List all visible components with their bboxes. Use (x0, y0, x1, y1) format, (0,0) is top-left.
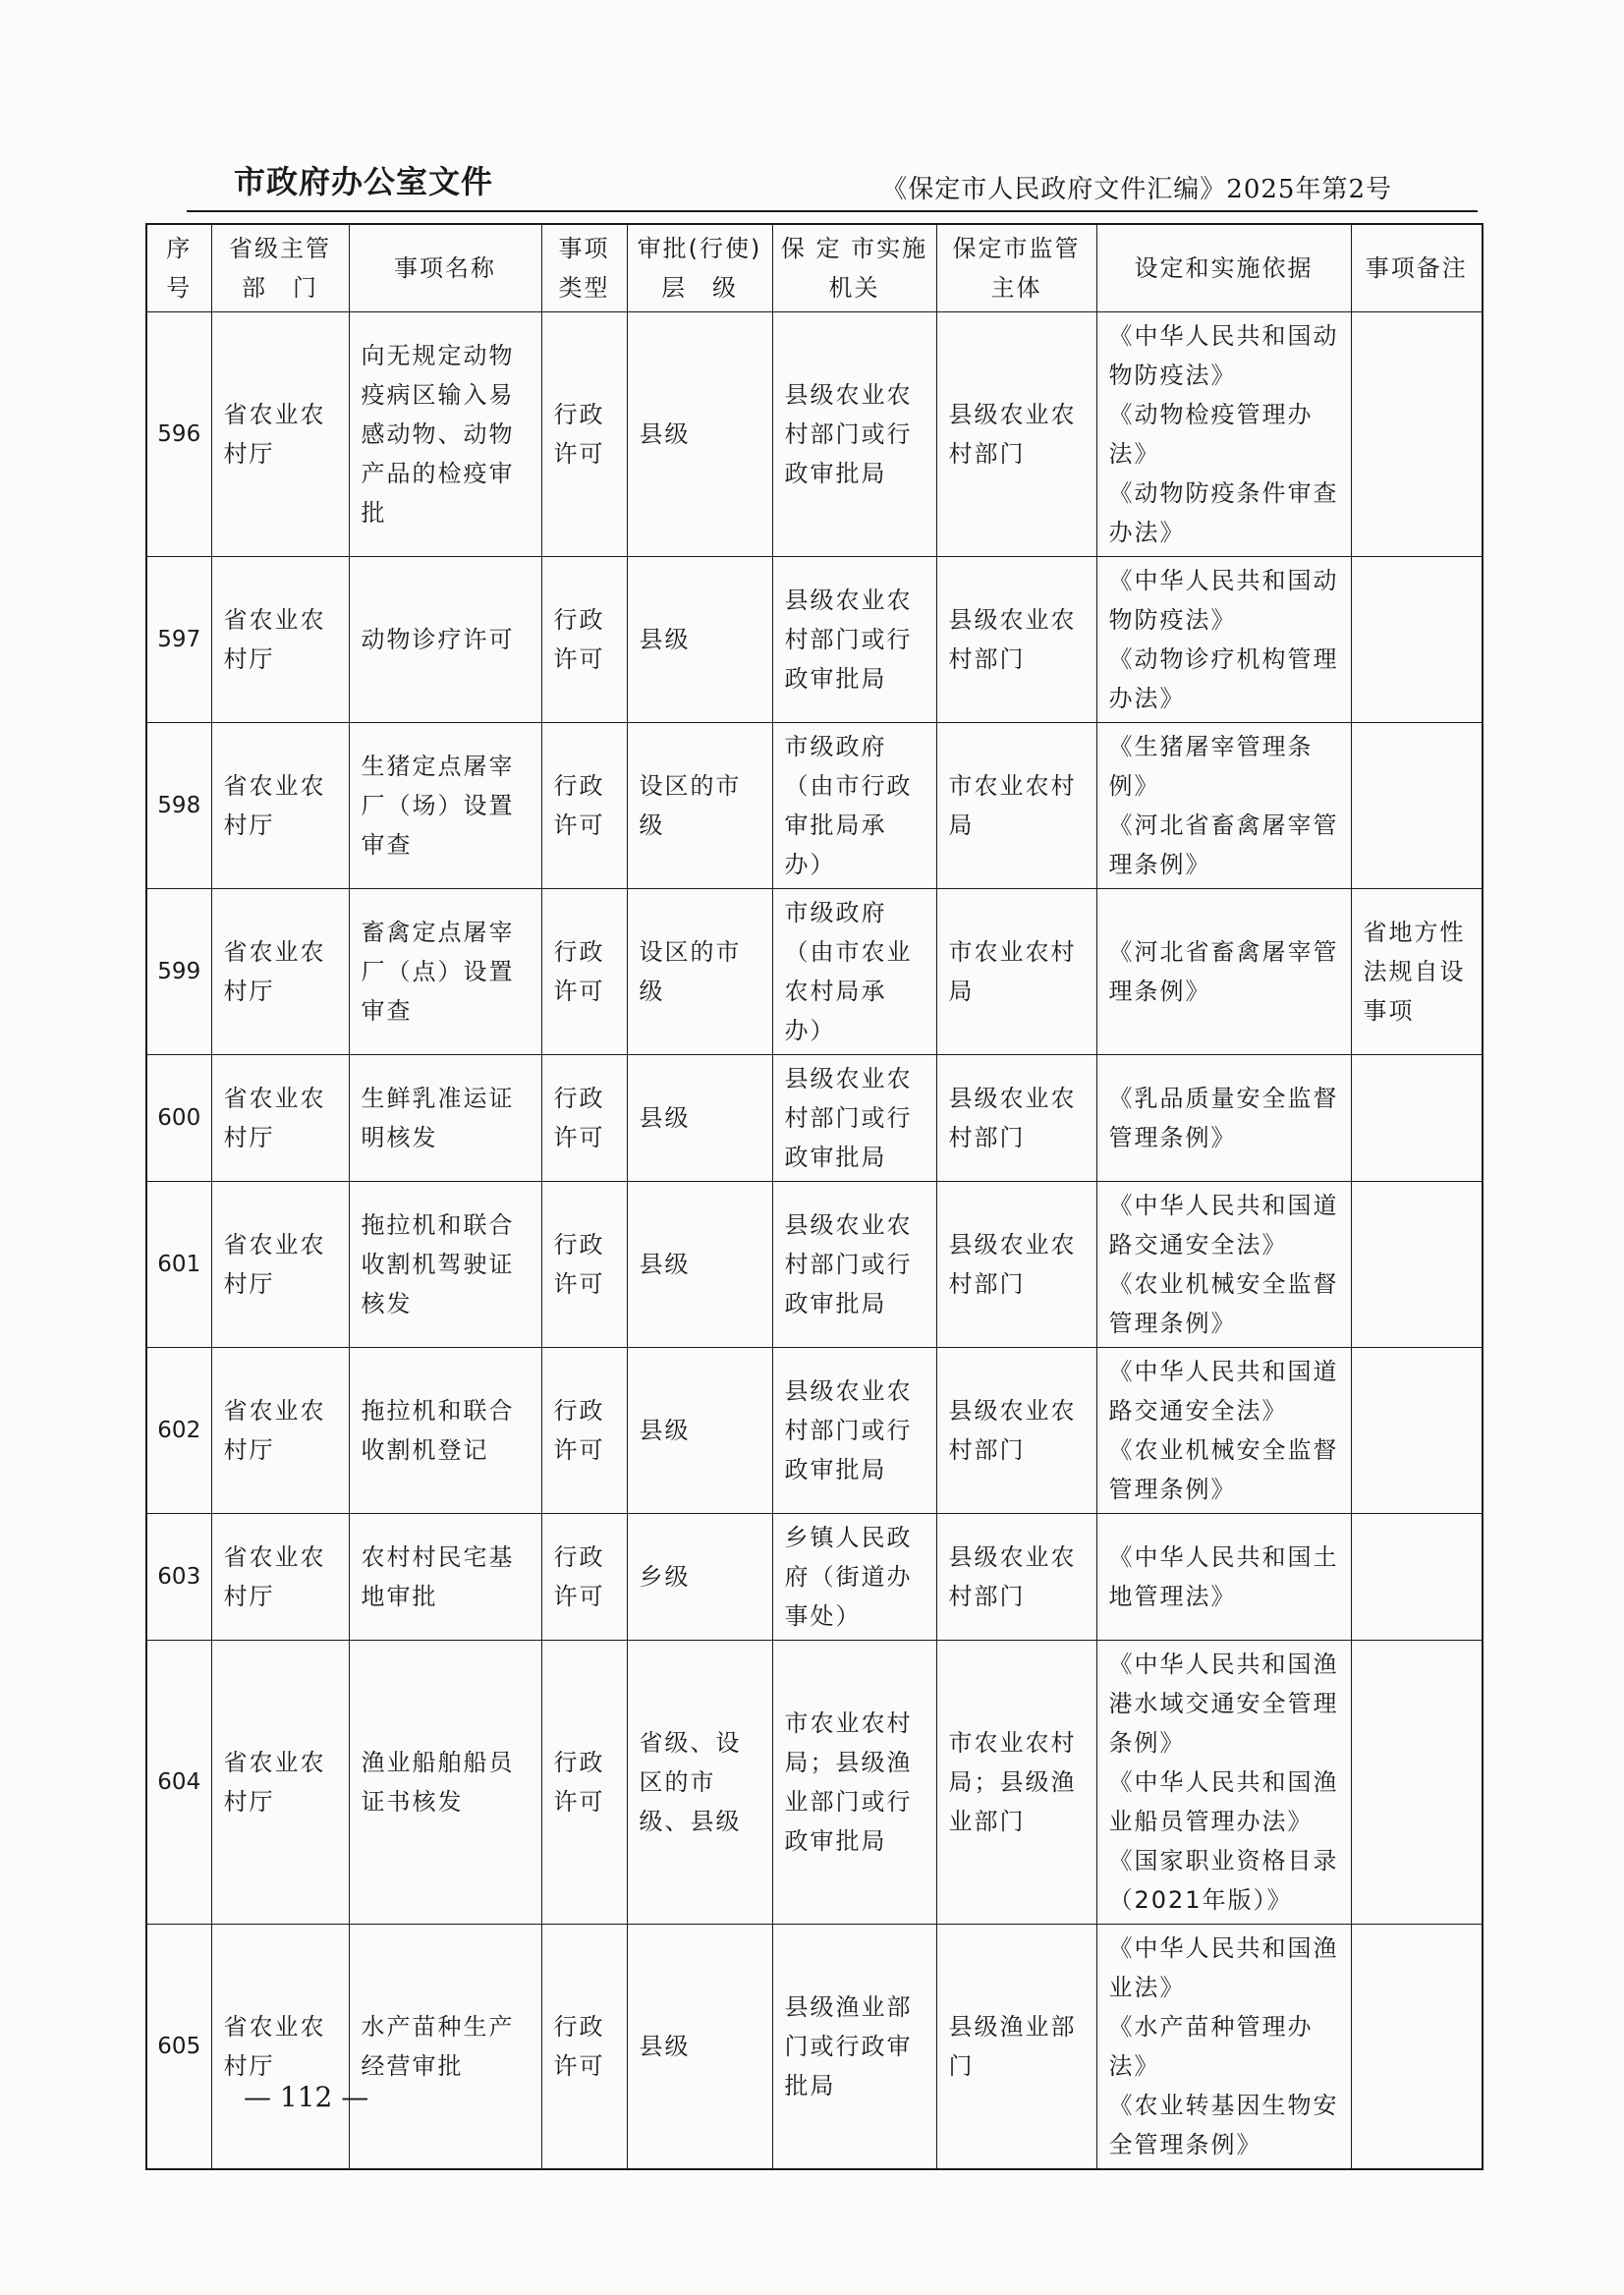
cell-dept: 省农业农村厅 (211, 1348, 349, 1514)
col-header-basis: 设定和实施依据 (1096, 224, 1351, 312)
legal-basis-entry: 《河北省畜禽屠宰管理条例》 (1108, 938, 1339, 1005)
cell-dept: 省农业农村厅 (211, 889, 349, 1055)
legal-basis-entry: 《农业转基因生物安全管理条例》 (1108, 2092, 1339, 2158)
cell-item-no: 597 (146, 557, 211, 723)
cell-item-name: 农村村民宅基地审批 (349, 1514, 541, 1641)
cell-item-note (1351, 1348, 1483, 1514)
cell-implementing-agency: 县级农业农村部门或行政审批局 (772, 1182, 936, 1348)
col-header-agency: 保 定 市实施机关 (772, 224, 936, 312)
legal-basis-entry: 《中华人民共和国道路交通安全法》 (1108, 1192, 1339, 1259)
cell-dept: 省农业农村厅 (211, 723, 349, 889)
cell-supervisor: 县级农业农村部门 (936, 1182, 1096, 1348)
cell-dept: 省农业农村厅 (211, 1641, 349, 1925)
cell-item-no: 603 (146, 1514, 211, 1641)
cell-dept: 省农业农村厅 (211, 312, 349, 557)
cell-implementing-agency: 市农业农村局；县级渔业部门或行政审批局 (772, 1641, 936, 1925)
table-body (146, 312, 1483, 2170)
cell-item-note (1351, 1055, 1483, 1182)
cell-legal-basis (1096, 889, 1351, 1055)
cell-item-name: 生鲜乳准运证明核发 (349, 1055, 541, 1182)
cell-item-type: 行政许可 (541, 1055, 627, 1182)
table-row (146, 889, 1483, 1055)
col-header-level: 审批(行使)层 级 (627, 224, 772, 312)
cell-item-name: 向无规定动物疫病区输入易感动物、动物产品的检疫审批 (349, 312, 541, 557)
cell-item-name: 畜禽定点屠宰厂（点）设置审查 (349, 889, 541, 1055)
cell-item-name: 动物诊疗许可 (349, 557, 541, 723)
cell-implementing-agency: 市级政府（由市行政审批局承办） (772, 723, 936, 889)
col-header-note: 事项备注 (1351, 224, 1483, 312)
cell-approval-level: 县级 (627, 1925, 772, 2170)
cell-item-no: 604 (146, 1641, 211, 1925)
cell-implementing-agency: 市级政府（由市农业农村局承办） (772, 889, 936, 1055)
col-header-supervisor: 保定市监管主体 (936, 224, 1096, 312)
cell-item-type: 行政许可 (541, 723, 627, 889)
legal-basis-entry: 《中华人民共和国渔港水域交通安全管理条例》 (1108, 1651, 1339, 1757)
cell-supervisor: 县级农业农村部门 (936, 1348, 1096, 1514)
legal-basis-entry: 《农业机械安全监督管理条例》 (1108, 1436, 1339, 1503)
cell-item-no: 600 (146, 1055, 211, 1182)
cell-supervisor: 县级农业农村部门 (936, 1514, 1096, 1641)
cell-item-type: 行政许可 (541, 1925, 627, 2170)
page-number: — 112 — (244, 2081, 369, 2113)
legal-basis-entry: 《中华人民共和国道路交通安全法》 (1108, 1358, 1339, 1425)
cell-implementing-agency: 县级农业农村部门或行政审批局 (772, 1055, 936, 1182)
cell-item-type: 行政许可 (541, 1514, 627, 1641)
table-row (146, 1182, 1483, 1348)
cell-item-type: 行政许可 (541, 889, 627, 1055)
cell-legal-basis (1096, 723, 1351, 889)
cell-dept: 省农业农村厅 (211, 1514, 349, 1641)
cell-item-note (1351, 1925, 1483, 2170)
cell-approval-level: 县级 (627, 1055, 772, 1182)
cell-item-type: 行政许可 (541, 312, 627, 557)
cell-dept: 省农业农村厅 (211, 1182, 349, 1348)
cell-implementing-agency: 县级渔业部门或行政审批局 (772, 1925, 936, 2170)
cell-supervisor: 县级农业农村部门 (936, 1055, 1096, 1182)
document-source-title: 市政府办公室文件 (234, 163, 494, 200)
cell-legal-basis (1096, 1514, 1351, 1641)
table-row (146, 723, 1483, 889)
cell-approval-level: 县级 (627, 1182, 772, 1348)
legal-basis-entry: 《生猪屠宰管理条例》 (1108, 733, 1314, 800)
legal-basis-entry: 《中华人民共和国土地管理法》 (1108, 1543, 1339, 1610)
legal-basis-entry: 《乳品质量安全监督管理条例》 (1108, 1085, 1339, 1151)
cell-item-type: 行政许可 (541, 557, 627, 723)
cell-approval-level: 设区的市级 (627, 889, 772, 1055)
cell-approval-level: 省级、设区的市级、县级 (627, 1641, 772, 1925)
cell-legal-basis (1096, 1925, 1351, 2170)
cell-approval-level: 设区的市级 (627, 723, 772, 889)
cell-item-no: 596 (146, 312, 211, 557)
legal-basis-entry: 《中华人民共和国动物防疫法》 (1108, 322, 1339, 389)
legal-basis-entry: 《中华人民共和国渔业船员管理办法》 (1108, 1768, 1339, 1835)
legal-basis-entry: 《水产苗种管理办法》 (1108, 2013, 1314, 2080)
cell-implementing-agency: 乡镇人民政府（街道办事处） (772, 1514, 936, 1641)
cell-legal-basis (1096, 1641, 1351, 1925)
cell-item-no: 605 (146, 1925, 211, 2170)
cell-dept: 省农业农村厅 (211, 557, 349, 723)
cell-dept: 省农业农村厅 (211, 1925, 349, 2170)
legal-basis-entry: 《河北省畜禽屠宰管理条例》 (1108, 812, 1339, 878)
table-row (146, 1055, 1483, 1182)
header-divider (187, 210, 1478, 212)
table-row (146, 1925, 1483, 2170)
cell-item-note (1351, 1641, 1483, 1925)
cell-item-note (1351, 1514, 1483, 1641)
cell-item-note (1351, 312, 1483, 557)
cell-item-type: 行政许可 (541, 1182, 627, 1348)
cell-legal-basis (1096, 557, 1351, 723)
col-header-dept: 省级主管部 门 (211, 224, 349, 312)
cell-implementing-agency: 县级农业农村部门或行政审批局 (772, 312, 936, 557)
cell-supervisor: 市农业农村局；县级渔业部门 (936, 1641, 1096, 1925)
cell-legal-basis (1096, 1348, 1351, 1514)
cell-implementing-agency: 县级农业农村部门或行政审批局 (772, 1348, 936, 1514)
compilation-title: 《保定市人民政府文件汇编》2025年第2号 (881, 175, 1392, 204)
cell-dept: 省农业农村厅 (211, 1055, 349, 1182)
cell-item-no: 601 (146, 1182, 211, 1348)
legal-basis-entry: 《国家职业资格目录（2021年版）》 (1108, 1847, 1339, 1914)
cell-supervisor: 县级农业农村部门 (936, 312, 1096, 557)
cell-supervisor: 市农业农村局 (936, 723, 1096, 889)
table-header-row (146, 224, 1483, 312)
cell-approval-level: 县级 (627, 1348, 772, 1514)
col-header-type: 事项类型 (541, 224, 627, 312)
col-header-no: 序号 (146, 224, 211, 312)
legal-basis-entry: 《动物检疫管理办法》 (1108, 401, 1314, 468)
cell-supervisor: 市农业农村局 (936, 889, 1096, 1055)
cell-legal-basis (1096, 1182, 1351, 1348)
cell-legal-basis (1096, 1055, 1351, 1182)
table-row (146, 557, 1483, 723)
cell-approval-level: 县级 (627, 557, 772, 723)
legal-basis-entry: 《中华人民共和国动物防疫法》 (1108, 567, 1339, 634)
cell-item-no: 598 (146, 723, 211, 889)
cell-legal-basis (1096, 312, 1351, 557)
cell-item-name: 拖拉机和联合收割机登记 (349, 1348, 541, 1514)
cell-item-note (1351, 723, 1483, 889)
cell-item-name: 生猪定点屠宰厂（场）设置审查 (349, 723, 541, 889)
cell-item-type: 行政许可 (541, 1641, 627, 1925)
legal-basis-entry: 《中华人民共和国渔业法》 (1108, 1934, 1339, 2001)
cell-item-name: 渔业船舶船员证书核发 (349, 1641, 541, 1925)
legal-basis-entry: 《动物防疫条件审查办法》 (1108, 479, 1339, 546)
cell-item-name: 拖拉机和联合收割机驾驶证核发 (349, 1182, 541, 1348)
legal-basis-entry: 《动物诊疗机构管理办法》 (1108, 645, 1339, 712)
col-header-name: 事项名称 (349, 224, 541, 312)
table-row (146, 1348, 1483, 1514)
cell-item-note (1351, 557, 1483, 723)
approval-items-table (145, 223, 1484, 2170)
cell-item-type: 行政许可 (541, 1348, 627, 1514)
cell-approval-level: 县级 (627, 312, 772, 557)
cell-approval-level: 乡级 (627, 1514, 772, 1641)
cell-item-no: 599 (146, 889, 211, 1055)
cell-item-note: 省地方性法规自设事项 (1351, 889, 1483, 1055)
cell-supervisor: 县级渔业部门 (936, 1925, 1096, 2170)
table-row (146, 312, 1483, 557)
cell-item-note (1351, 1182, 1483, 1348)
cell-supervisor: 县级农业农村部门 (936, 557, 1096, 723)
table-row (146, 1514, 1483, 1641)
cell-item-no: 602 (146, 1348, 211, 1514)
legal-basis-entry: 《农业机械安全监督管理条例》 (1108, 1270, 1339, 1337)
cell-item-name: 水产苗种生产经营审批 (349, 1925, 541, 2170)
cell-implementing-agency: 县级农业农村部门或行政审批局 (772, 557, 936, 723)
table-row (146, 1641, 1483, 1925)
